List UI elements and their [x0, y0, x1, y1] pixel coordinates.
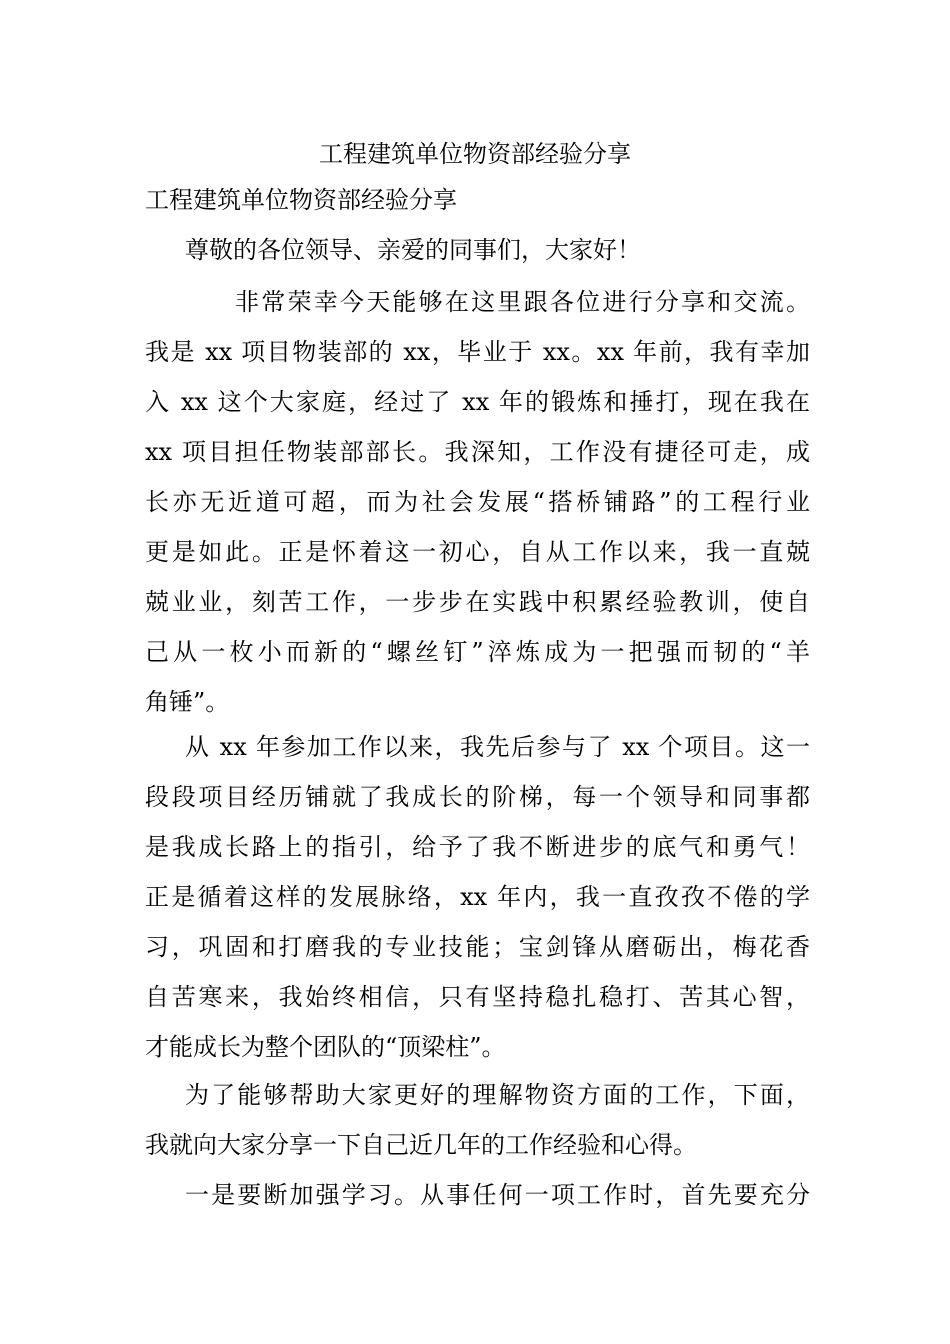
paragraph-line: xx 项目担任物装部部长。我深知，工作没有捷径可走，成 [145, 438, 810, 466]
paragraph-line: 长亦无近道可超，而为社会发展“搭桥铺路”的工程行业 [145, 488, 810, 516]
paragraph-line: 更是如此。正是怀着这一初心，自从工作以来，我一直兢 [145, 538, 810, 566]
document-title: 工程建筑单位物资部经验分享 [319, 140, 631, 168]
paragraph-line: 习，巩固和打磨我的专业技能；宝剑锋从磨砺出，梅花香 [145, 933, 810, 961]
paragraph-4 [145, 1170, 810, 1220]
paragraph-line: 己从一枚小而新的“螺丝钉”淬炼成为一把强而韧的“羊 [145, 638, 810, 666]
paragraph-line: 非常荣幸今天能够在这里跟各位进行分享和交流。 [235, 288, 810, 316]
paragraph-line: 一是要断加强学习。从事任何一项工作时，首先要充分 [185, 1181, 810, 1209]
paragraph-1 [145, 277, 810, 727]
paragraph-line: 自苦寒来，我始终相信，只有坚持稳扎稳打、苦其心智， [145, 983, 810, 1011]
paragraph-line: 是我成长路上的指引，给予了我不断进步的底气和勇气！ [145, 833, 810, 861]
paragraph-line: 段段项目经历铺就了我成长的阶梯，每一个领导和同事都 [145, 783, 810, 811]
paragraph-line: 从 xx 年参加工作以来，我先后参与了 xx 个项目。这一 [185, 733, 810, 761]
paragraph-line: 正是循着这样的发展脉络，xx 年内，我一直孜孜不倦的学 [145, 883, 810, 911]
paragraph-line: 我就向大家分享一下自己近几年的工作经验和心得。 [145, 1131, 697, 1159]
paragraph-3 [145, 1070, 810, 1170]
document-subtitle: 工程建筑单位物资部经验分享 [145, 186, 457, 214]
paragraph-line: 角锤”。 [145, 688, 230, 716]
paragraph-line: 为了能够帮助大家更好的理解物资方面的工作，下面， [185, 1081, 810, 1109]
paragraph-line: 才能成长为整个团队的“顶梁柱”。 [145, 1033, 506, 1061]
paragraph-line: 入 xx 这个大家庭，经过了 xx 年的锻炼和捶打，现在我在 [145, 388, 810, 416]
greeting-line: 尊敬的各位领导、亲爱的同事们，大家好！ [185, 236, 641, 264]
paragraph-line: 我是 xx 项目物装部的 xx，毕业于 xx。xx 年前，我有幸加 [145, 338, 810, 366]
paragraph-line: 兢业业，刻苦工作，一步步在实践中积累经验教训，使自 [145, 588, 810, 616]
paragraph-2 [145, 722, 810, 1072]
